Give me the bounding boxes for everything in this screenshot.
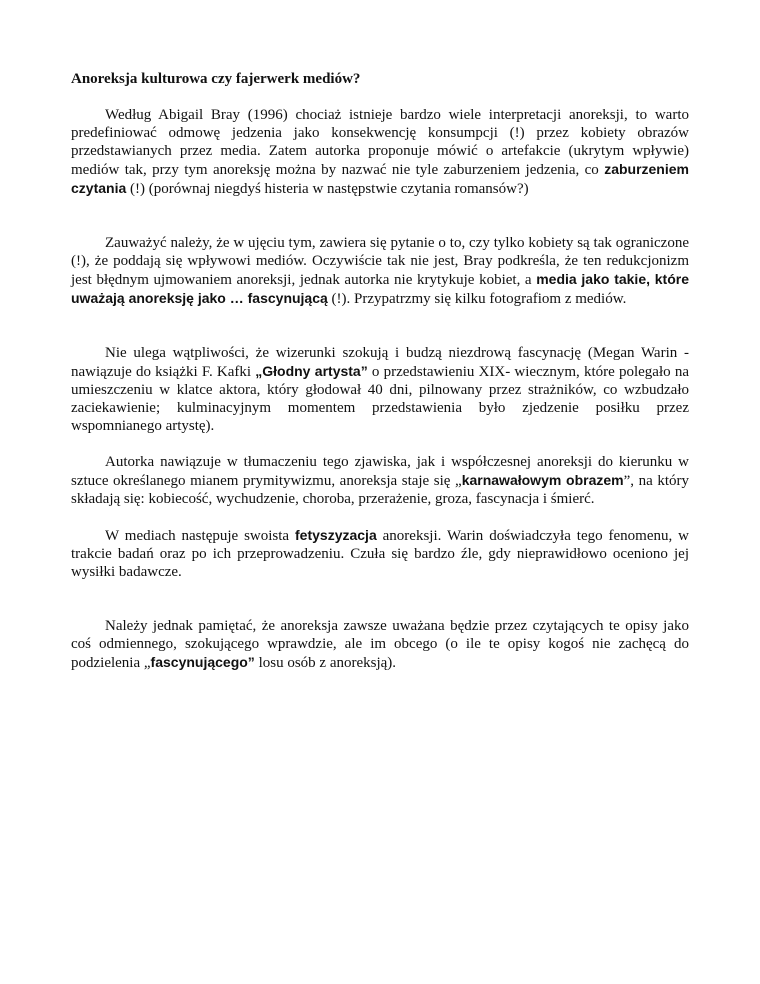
title-text: Anoreksja kulturowa czy fajerwerk mediów? — [71, 71, 361, 87]
paragraph-6-emphasis: fascynującego” — [150, 654, 255, 670]
paragraph-6-text-c: losu osób z anoreksją). — [254, 655, 397, 671]
paragraph-2-text-c: (!). Przypatrzmy się kilku fotografiom z mediów. — [327, 291, 627, 307]
paragraph-4-emphasis: karnawałowym obrazem — [461, 472, 624, 488]
paragraph-3-text-a: Nie ulega wątpliwości, że wizerunki szokują i budzą niezdrową fascynację (Megan Warin - nawiązuje do książki F. Kafki — [71, 345, 689, 380]
paragraph-1-text-a: Według Abigail Bray (1996) chociaż istnieje bardzo wiele interpretacji anoreksji, to warto predefiniować odmowę jedzenia jako konsekwencję konsumpcji (!) przez kobiety obrazów przedstawianych przez media. Zatem autorka proponuje mówić o artefakcie (ukrytym wpływie) mediów tak, przy tym anoreksję można by nazwać nie tyle zaburzeniem jedzenia, co — [71, 107, 689, 178]
paragraph-5-text-a: W mediach następuje swoista — [105, 528, 296, 544]
paragraph-2-text-a: Zauważyć należy, że w ujęciu tym, zawiera się pytanie o to, czy tylko kobiety są tak ograniczone (!), że poddają się wpływowi mediów. Oczywiście tak nie jest, Bray podkreśla, że ten redukcjonizm jest błędnym ujmowaniem anoreksji, jednak autorka nie krytykuje kobiet, a — [71, 235, 689, 288]
paragraph-1-text-c: (!) (porównaj niegdyś histeria w następstwie czytania romansów?) — [126, 181, 529, 197]
paragraph-spacer — [71, 308, 689, 344]
paragraph-5-emphasis: fetyszyzacja — [295, 527, 377, 543]
document-body — [71, 70, 689, 672]
paragraph-spacer — [71, 435, 689, 453]
paragraph-2-emphasis: media jako takie, które uważają anoreksję jako … fascynującą — [71, 271, 689, 306]
paragraph-1-emphasis: zaburzeniem czytania — [71, 161, 689, 196]
paragraph-1 — [71, 106, 689, 198]
paragraph-4-text-a: Autorka nawiązuje w tłumaczeniu tego zjawiska, jak i współczesnej anoreksji do kierunku w sztuce określanego mianem prymitywizmu, anoreksja staje się „ — [71, 454, 689, 489]
paragraph-spacer — [71, 198, 689, 234]
document-title — [71, 70, 689, 88]
paragraph-5-text-c: anoreksji. Warin doświadczyła tego fenomenu, w trakcie badań oraz po ich przeprowadzeniu. Czuła się bardzo źle, gdy nieprawidłowo oceniono jej wysiłki badawcze. — [71, 528, 689, 580]
paragraph-spacer — [71, 508, 689, 526]
paragraph-3-emphasis: „Głodny artysta” — [255, 363, 368, 379]
paragraph-3-text-c: o przedstawieniu XIX- wiecznym, które polegało na umieszczeniu w klatce aktora, który głodował 40 dni, pilnowany przez strażników, co wzbudzało zaciekawienie; kulminacyjnym momentem przedstawienia było zjedzenie posiłku przez wspomnianego artystę). — [71, 364, 689, 434]
paragraph-6 — [71, 617, 689, 672]
paragraph-6-text-a: Należy jednak pamiętać, że anoreksja zawsze uważana będzie przez czytających te opisy jako coś odmiennego, szokującego wprawdzie, ale im obcego (o ile te opisy kogoś nie zachęcą do podzielenia „ — [71, 618, 689, 671]
paragraph-3 — [71, 344, 689, 435]
paragraph-4 — [71, 453, 689, 508]
paragraph-4-text-c: ”, na który składają się: kobiecość, wychudzenie, choroba, przerażenie, groza, fascynacja i śmierć. — [71, 473, 690, 507]
paragraph-2 — [71, 234, 689, 308]
paragraph-spacer — [71, 581, 689, 617]
paragraph-5 — [71, 526, 689, 581]
